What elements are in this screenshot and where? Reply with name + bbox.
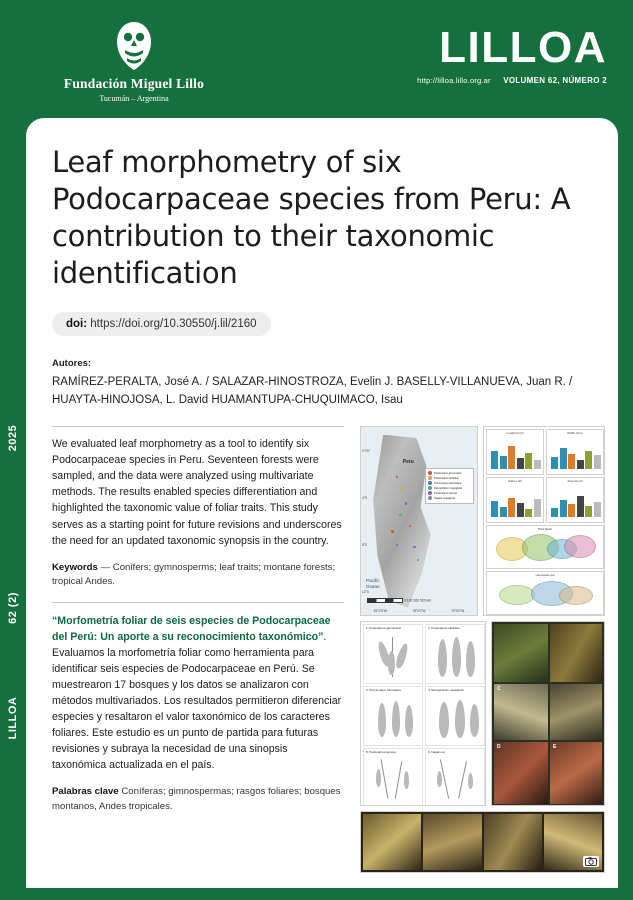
chart-title: Width (mm) [567,431,583,436]
figure-row-top [360,426,605,616]
spine-year: 2025 [7,424,19,452]
palabras-value: Coníferas; gimnospermas; rasgos foliares; bosques montanos, Andes tropicales. [52,786,341,812]
strip-photo [544,814,602,870]
plate-cell-label: 1. Podocarpus glomeratus [366,626,402,631]
legend-item-label: Podocarpus glomeratus [434,471,462,475]
figure-column [360,426,605,873]
plate-cell-label: 6. Nageia sp. [428,750,446,755]
authors-label: Autores: [52,358,92,370]
doi-value: https://doi.org/10.30550/j.lil/2160 [90,318,257,331]
spine-issue: 62 (2) [7,592,19,624]
divider-top [52,426,344,427]
species-line-drawings-plate[interactable] [360,621,486,806]
keywords-block [52,561,344,590]
specimen-photo-strip[interactable] [360,811,605,873]
legend-item-label: Podocarpus sprucei [434,491,458,495]
map-x-tick: 81°0'0"W [373,609,387,614]
strip-photo [484,814,542,870]
strip-photo [363,814,421,870]
legend-item-label: Nageia rospigliosii [434,496,456,500]
map-x-tick: 75°0'0"W [451,609,465,614]
figure-row-middle [360,621,605,806]
map-x-tick: 78°0'0"W [412,609,426,614]
map-scale-bar [367,598,431,603]
resumen-title: “Morfometría foliar de seis especies de Podocarpaceae del Perú: Un aporte a su reconocimiento taxonómico” [52,614,331,643]
plate-cell-label: 5. Podocarpus sprucei [366,750,396,755]
doi-label: doi: [66,318,88,331]
legend-item-label: Prumnopitys harmsiana [434,481,462,485]
chart-title: PCA biplot [537,527,552,532]
bar-group [551,440,600,469]
canonical-scatter [487,572,603,614]
journal-url[interactable]: http://lilloa.lillo.org.ar [417,76,491,85]
resumen-block [52,613,344,774]
map-y-axis [362,427,370,615]
bar-group [491,440,540,469]
resumen-body: . Evaluamos la morfometría foliar como herramienta para identificar seis especies de Podocarpaceae en Perú. Se muestrearon 17 bosques y los datos se analizaron con métodos multivariados. Los resultados permitieron diferenciar especies y resaltaron el valor taxonómico de los caracteres foliares. Este estudio es un punto de partida para futuras revisiones y subraya la necesidad de una sinopsis taxonómica actualizada en el país. [52,630,342,772]
owl-logo-icon [111,20,157,72]
map-y-tick: 12°S [362,589,369,594]
chart-title: Ratio L/W [508,479,522,484]
morphometry-charts-panel[interactable] [483,426,605,616]
map-y-tick: 8°S [362,542,368,547]
keywords-label: Keywords [52,561,98,573]
map-y-tick: 4°S [362,495,368,500]
pca-scatter [487,526,603,568]
palabras-clave-block [52,785,344,814]
species-photo-plate[interactable] [491,621,605,806]
page-title: Leaf morphometry of six Podocarpaceae species from Peru: A contribution to their taxonomic identification [52,145,571,291]
map-country-label: Peru [402,459,414,466]
chart-title: Length (mm) [506,431,524,436]
plate-cell-label: 4. Retrophyllum rospigliosii [428,688,464,693]
plate-cell-label: 3. Prumnopitys harmsiana [366,688,401,693]
camera-icon [583,856,599,867]
chart-title: Area (mm²) [567,479,583,484]
bar-group [551,488,600,517]
palabras-label: Palabras clave [52,786,119,798]
doi-badge[interactable] [52,312,271,336]
map-scale-label: 0 130 260 520 km [403,598,432,603]
bar-group [491,488,540,517]
article-card [26,118,618,888]
cover-body [52,426,592,873]
journal-issue: VOLUMEN 62, NÚMERO 2 [503,76,607,85]
keywords-value: Conifers; gymnosperms; leaf traits; montane forests; tropical Andes. [52,561,336,588]
cover-header [0,0,633,112]
divider-mid [52,602,344,603]
foundation-logo-block [34,20,234,103]
legend-item-label: Podocarpus oleifolius [434,476,459,480]
spine-strip [0,112,26,900]
map-legend [425,468,474,504]
keywords-dash: — [100,561,111,573]
study-area-map[interactable] [360,426,478,616]
journal-masthead [417,23,607,88]
foundation-location: Tucumán – Argentina [99,94,169,103]
map-y-tick: 0°0'0" [362,448,371,453]
spine-journal-name: LILLOA [7,696,19,740]
legend-item-label: Retrophyllum rospigliosii [434,486,463,490]
abstract-text: We evaluated leaf morphometry as a tool to identify six Podocarpaceae species in Peru. Seventeen forests were sampled, and the data were analyzed using multivariate methods. The results enabled species differentiation and highlighted the taxonomic value of foliar traits. This study serves as a starting point for future revisions and underscores the need for an updated taxonomic synopsis in the country. [52,438,342,547]
foundation-name: Fundación Miguel Lillo [63,76,205,91]
photo-label: E [553,744,557,751]
photo-label: D [497,744,501,751]
figure-row-bottom [360,811,605,873]
authors-list: RAMÍREZ-PERALTA, José A. / SALAZAR-HINOSTROZA, Evelin J. BASELLY-VILLANUEVA, Juan R. / HUAYTA-HINOJOSA, L. David HUAMANTUPA-CHUQUIMACO, Isau [52,376,573,407]
plate-cell-label: 2. Podocarpus oleifolius [428,626,460,631]
photo-label: C [497,686,501,693]
map-x-axis [361,609,477,613]
figure-grid [360,426,605,873]
strip-photo [423,814,481,870]
map-ocean-label: Pacific Ocean [366,578,380,589]
chart-title: Canonical plot [535,573,555,578]
journal-title: LILLOA [439,23,607,72]
text-column [52,426,344,873]
